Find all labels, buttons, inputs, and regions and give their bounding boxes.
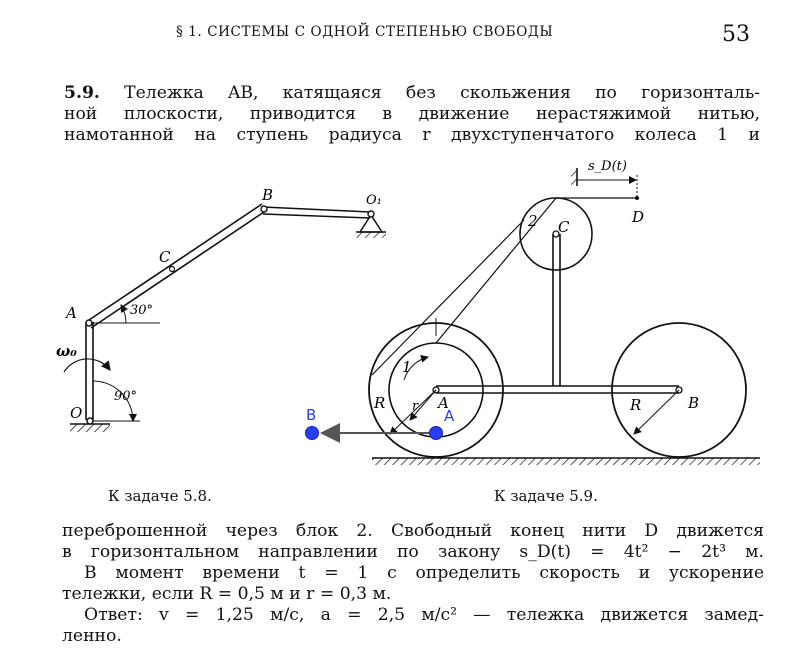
label-omega: ω₀ — [56, 342, 77, 360]
label-r-left: R — [374, 394, 386, 412]
answer-line-end: ленно. — [62, 626, 122, 646]
continuation-line-1: переброшенной через блок 2. Свободный конец нити D движется — [62, 521, 764, 541]
string-outer — [372, 220, 524, 375]
label-30deg: 30° — [130, 303, 154, 318]
label-b-59: B — [688, 394, 700, 412]
label-a-59: A — [438, 394, 449, 412]
page-number: 53 — [722, 22, 750, 47]
label-b-58: B — [262, 186, 274, 204]
label-o1-58: O₁ — [366, 193, 382, 208]
label-o-58: O — [70, 404, 83, 422]
problem-continuation — [62, 521, 764, 647]
label-90deg: 90° — [114, 389, 138, 404]
label-block-2: 2 — [528, 212, 538, 230]
problem-number: 5.9. — [64, 83, 100, 103]
fig-5-9 — [369, 159, 760, 465]
joint-b — [261, 206, 267, 212]
overlay-point-a[interactable] — [430, 427, 443, 440]
caption-fig-5-8: К задаче 5.8. — [108, 487, 212, 505]
pivot-o — [87, 418, 93, 424]
ground-hatch — [372, 458, 760, 465]
overlay-label-b: B — [306, 406, 317, 424]
overlay-label-a: A — [444, 407, 455, 425]
label-c-59: C — [558, 218, 570, 236]
label-wheel-1: 1 — [402, 358, 412, 376]
problem-line-2: ной плоскости, приводится в движение нерастяжимой нитью, — [64, 104, 760, 124]
problem-line-3: намотанной на ступень радиуса r двухступенчатого колеса 1 и — [64, 125, 760, 145]
overlay-point-b[interactable] — [306, 427, 319, 440]
rod-ab-a — [86, 204, 262, 322]
ground-hatch-o — [70, 424, 110, 432]
answer-line: Ответ: v = 1,25 м/с, a = 2,5 м/с² — тележка движется замед- — [84, 605, 764, 625]
label-a-58: A — [66, 304, 77, 322]
fig-5-8 — [56, 186, 386, 432]
omega-arc — [64, 359, 110, 372]
label-c-58: C — [159, 248, 171, 266]
rod-ab-b — [91, 212, 264, 328]
label-r-right: R — [630, 396, 642, 414]
label-r-small: r — [412, 399, 419, 414]
continuation-line-4: тележки, если R = 0,5 м и r = 0,3 м. — [62, 584, 392, 604]
point-c — [170, 267, 175, 272]
problem-line-1: 5.9. Тележка AB, катящаяся без скольжения по горизонталь- — [64, 83, 760, 103]
label-sd: s_D(t) — [588, 159, 627, 174]
string-inner — [436, 198, 556, 343]
label-d-59: D — [632, 208, 645, 226]
running-header: § 1. СИСТЕМЫ С ОДНОЙ СТЕПЕНЬЮ СВОБОДЫ — [176, 24, 554, 40]
continuation-line-2: в горизонтальном направлении по закону s_D(t) = 4t² − 2t³ м. — [62, 542, 764, 562]
continuation-line-3: В момент времени t = 1 с определить скорость и ускорение — [84, 563, 764, 583]
caption-fig-5-9: К задаче 5.9. — [494, 487, 598, 505]
